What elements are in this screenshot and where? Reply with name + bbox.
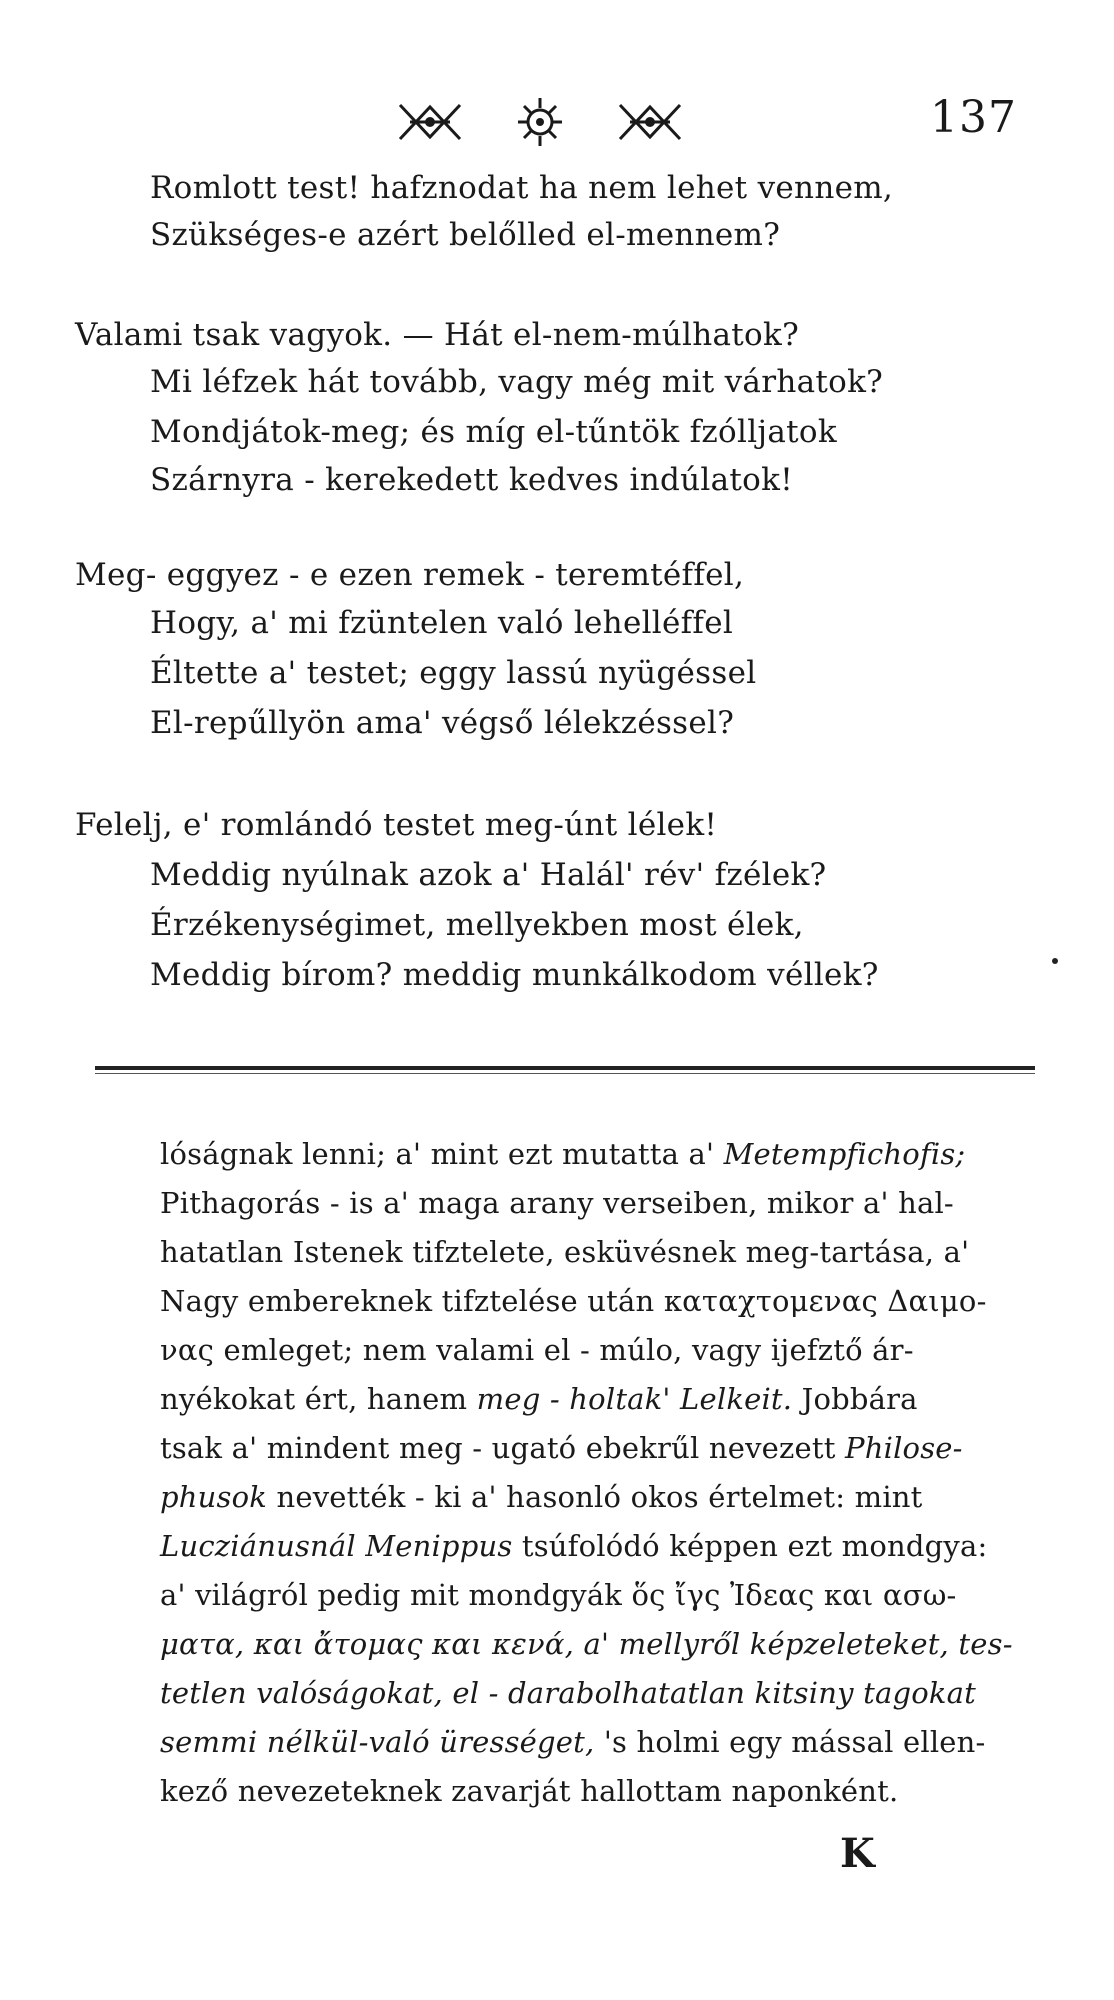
- poem-line: Meddig nyúlnak azok a' Halál' rév' fzélek?: [150, 857, 827, 893]
- prose-text: tsak a' mindent meg - ugató ebekrűl nevezett: [160, 1431, 845, 1465]
- prose-line: [160, 1723, 986, 1761]
- prose-text: tsúfolódó képpen ezt mondgya:: [512, 1529, 988, 1563]
- prose-text: Nagy embereknek tifztelése után καταχτομενας Δαιμο-: [160, 1284, 987, 1318]
- prose-line: [160, 1380, 918, 1418]
- italic-text: Philose-: [845, 1431, 963, 1465]
- italic-text: meg - holtak' Lelkeit.: [476, 1382, 793, 1416]
- prose-line: [160, 1576, 957, 1614]
- prose-text: nyékokat ért, hanem: [160, 1382, 477, 1416]
- prose-line: [160, 1135, 965, 1173]
- prose-text: lóságnak lenni; a' mint ezt mutatta a': [160, 1137, 724, 1171]
- poem-line: Valami tsak vagyok. — Hát el-nem-múlhatok?: [75, 317, 800, 353]
- catchword: K: [840, 1830, 875, 1877]
- prose-line: [160, 1674, 976, 1712]
- poem-line: Hogy, a' mi fzüntelen való lehelléffel: [150, 605, 734, 641]
- header-ornament: [395, 92, 685, 152]
- ornament-right-icon: [615, 97, 685, 147]
- poem-line: Szárnyra - kerekedett kedves indúlatok!: [150, 462, 793, 498]
- prose-line: [160, 1478, 923, 1516]
- poem-line: Érzékenységimet, mellyekben most élek,: [150, 907, 804, 943]
- ink-speck: [1052, 958, 1058, 964]
- section-divider: [95, 1066, 1035, 1070]
- prose-text: Pithagorás - is a' maga arany verseiben, mikor a' hal-: [160, 1186, 954, 1220]
- prose-line: [160, 1772, 898, 1810]
- italic-text: semmi nélkül-való ürességet,: [160, 1725, 595, 1759]
- prose-line: [160, 1233, 969, 1271]
- prose-line: [160, 1184, 954, 1222]
- poem-line: Szükséges-e azért belőlled el-mennem?: [150, 217, 781, 253]
- italic-text: a' mellyről képzeleteket, tes-: [583, 1627, 1013, 1661]
- italic-text: Metempfichofis;: [723, 1137, 966, 1171]
- section-divider-thin: [95, 1073, 1035, 1074]
- poem-line: El-repűllyön ama' végső lélekzéssel?: [150, 705, 735, 741]
- prose-text: nevették - ki a' hasonló okos értelmet: mint: [267, 1480, 923, 1514]
- italic-text: ματα, και ἄτομας και κενά,: [160, 1627, 575, 1661]
- prose-text: νας emleget; nem valami el - múlo, vagy ijefztő ár-: [160, 1333, 914, 1367]
- italic-text: Lucziánusnál Menippus: [160, 1529, 513, 1563]
- poem-line: Meg- eggyez - e ezen remek - teremtéffel,: [75, 557, 745, 593]
- poem-line: Felelj, e' romlándó testet meg-únt lélek!: [75, 807, 718, 843]
- prose-line: [160, 1527, 987, 1565]
- poem-line: Mi léfzek hát tovább, vagy még mit várhatok?: [150, 364, 884, 400]
- page-number: 137: [930, 92, 1017, 143]
- poem-line: Éltette a' testet; eggy lassú nyügéssel: [150, 655, 757, 691]
- prose-line: [160, 1625, 1013, 1663]
- prose-text: Jobbára: [792, 1382, 918, 1416]
- poem-line: Romlott test! hafznodat ha nem lehet vennem,: [150, 170, 894, 206]
- italic-text: tetlen valóságokat, el - darabolhatatlan kitsiny tagokat: [160, 1676, 976, 1710]
- prose-line: [160, 1331, 914, 1369]
- prose-line: [160, 1429, 963, 1467]
- prose-text: a' világról pedig mit mondgyák ὅς ἴγς Ἰδεας και ασω-: [160, 1578, 957, 1612]
- prose-text: hatatlan Istenek tifztelete, esküvésnek meg-tartása, a': [160, 1235, 970, 1269]
- poem-line: Mondjátok-meg; és míg el-tűntök fzólljatok: [150, 414, 837, 450]
- ornament-left-icon: [395, 97, 465, 147]
- prose-text: 's holmi egy mással ellen-: [594, 1725, 986, 1759]
- poem-line: Meddig bírom? meddig munkálkodom véllek?: [150, 957, 879, 993]
- italic-text: phusok: [160, 1480, 268, 1514]
- prose-text: kező nevezeteknek zavarját hallottam naponként.: [160, 1774, 899, 1808]
- ornament-center-icon: [512, 94, 568, 150]
- prose-line: [160, 1282, 987, 1320]
